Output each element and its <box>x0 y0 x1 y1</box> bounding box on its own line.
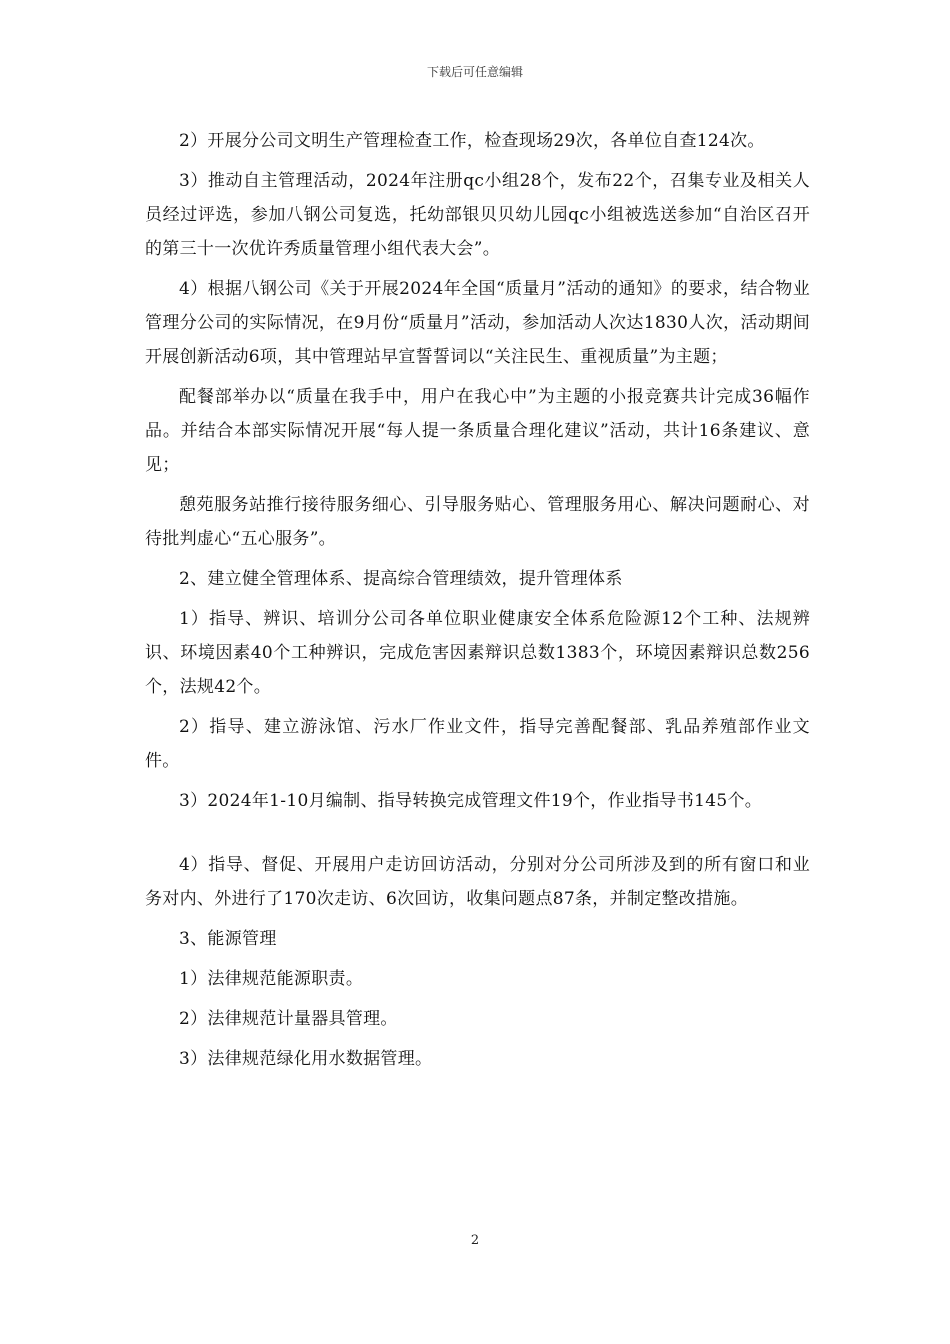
paragraph-greening-water: 3）法律规范绿化用水数据管理。 <box>179 1049 433 1069</box>
section-heading-management-system: 2、建立健全管理体系、提高综合管理绩效，提升管理体系 <box>179 569 623 589</box>
paragraph-work-documents: 2）指导、建立游泳馆、污水厂作业文件，指导完善配餐部、乳品养殖部作业文件。 <box>145 717 810 771</box>
paragraph-customer-visits: 4）指导、督促、开展用户走访回访活动，分别对分公司所涉及到的所有窗口和业务对内、外进行了170次走访、6次回访，收集问题点87条，并制定整改措施。 <box>145 855 810 909</box>
paragraph-service-station: 憩苑服务站推行接待服务细心、引导服务贴心、管理服务用心、解决问题耐心、对待批判虚心“五心服务”。 <box>145 495 810 549</box>
paragraph-metering-instruments: 2）法律规范计量器具管理。 <box>179 1009 398 1029</box>
paragraph-quality-month: 4）根据八钢公司《关于开展2024年全国“质量月”活动的通知》的要求，结合物业管理分公司的实际情况，在9月份“质量月”活动，参加活动人次达1830人次，活动期间开展创新活动6项，其中管理站早宣誓誓词以“关注民生、重视质量”为主题； <box>145 279 810 367</box>
paragraph-catering-dept: 配餐部举办以“质量在我手中，用户在我心中”为主题的小报竞赛共计完成36幅作品。并结合本部实际情况开展“每人提一条质量合理化建议”活动，共计16条建议、意见； <box>145 387 810 475</box>
section-heading-energy-management: 3、能源管理 <box>179 929 277 949</box>
paragraph-management-documents: 3）2024年1-10月编制、指导转换完成管理文件19个，作业指导书145个。 <box>179 791 763 811</box>
paragraph-energy-duties: 1）法律规范能源职责。 <box>179 969 364 989</box>
paragraph-inspection: 2）开展分公司文明生产管理检查工作，检查现场29次，各单位自查124次。 <box>179 131 765 151</box>
paragraph-hazard-identification: 1）指导、辨识、培训分公司各单位职业健康安全体系危险源12个工种、法规辨识、环境因素40个工种辨识，完成危害因素辩识总数1383个，环境因素辩识总数256个，法规42个。 <box>145 609 810 697</box>
page-header: 下载后可任意编辑 <box>426 65 523 79</box>
document-body <box>145 124 810 1082</box>
page-number: 2 <box>470 1233 480 1248</box>
paragraph-qc-groups: 3）推动自主管理活动，2024年注册qc小组28个，发布22个，召集专业及相关人员经过评选，参加八钢公司复选，托幼部银贝贝幼儿园qc小组被选送参加“自治区召开的第三十一次优许秀质量管理小组代表大会”。 <box>145 171 810 259</box>
